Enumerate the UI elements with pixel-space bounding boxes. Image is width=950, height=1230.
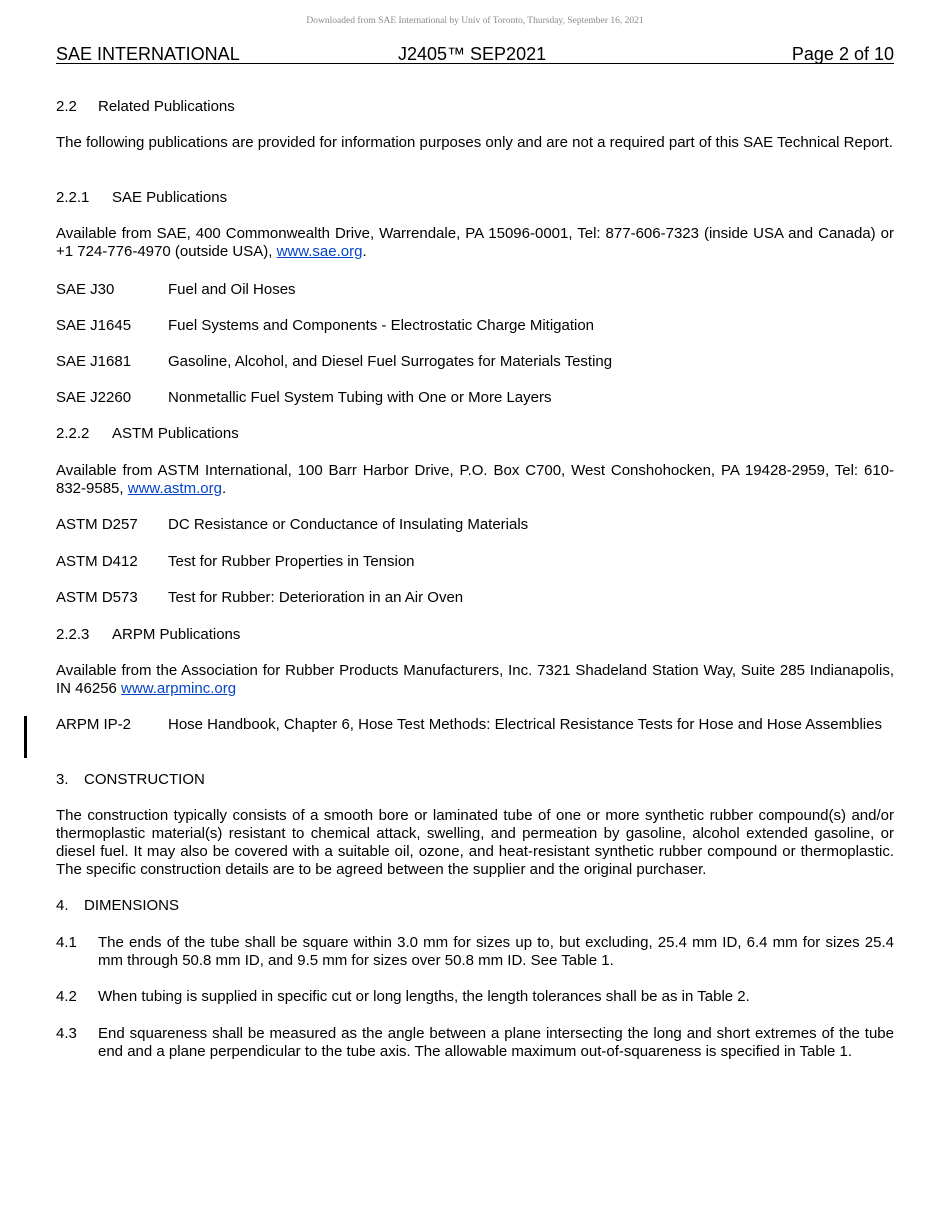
download-notice: Downloaded from SAE International by Univ of Toronto, Thursday, September 16, 2021	[306, 16, 644, 26]
sae-website-link[interactable]: www.sae.org	[276, 243, 363, 260]
section-2-2-1-heading	[56, 189, 894, 207]
astm-availability-paragraph: Available from ASTM International, 100 Barr Harbor Drive, P.O. Box C700, West Conshohocken, PA 19428-2959, Tel: 610-832-9585, www.astm.org.	[56, 462, 894, 497]
reference-item	[56, 317, 894, 335]
section-title: DIMENSIONS	[84, 897, 180, 914]
sae-availability-text: Available from SAE, 400 Commonwealth Drive, Warrendale, PA 15096-0001, Tel: 877-606-7323 (inside USA and Canada) or +1 724-776-4970 (outside USA),	[56, 225, 894, 260]
section-title: CONSTRUCTION	[84, 771, 205, 788]
section-title: SAE Publications	[112, 189, 228, 206]
dimension-item	[56, 1025, 894, 1079]
section-4-heading	[56, 897, 894, 915]
reference-item	[56, 281, 894, 299]
section-number: 4.	[56, 897, 69, 914]
item-text: The ends of the tube shall be square within 3.0 mm for sizes up to, but excluding, 25.4 mm ID, 6.4 mm for sizes 25.4 mm through 50.8 mm ID, and 9.5 mm for sizes over 50.8 mm ID. See Table 1.	[98, 934, 894, 969]
reference-title: Gasoline, Alcohol, and Diesel Fuel Surrogates for Materials Testing	[168, 353, 613, 370]
reference-item	[56, 716, 894, 752]
section-2-2-2-heading	[56, 425, 894, 443]
reference-code: SAE J2260	[56, 389, 132, 406]
reference-item	[56, 516, 894, 534]
header-doc-id: J2405™ SEP2021	[398, 44, 547, 64]
header-rule	[56, 63, 894, 64]
reference-item	[56, 353, 894, 371]
section-number: 3.	[56, 771, 69, 788]
astm-availability-text: Available from ASTM International, 100 Barr Harbor Drive, P.O. Box C700, West Conshohocken, PA 19428-2959, Tel: 610-832-9585,	[56, 462, 894, 497]
section-title: ASTM Publications	[112, 425, 239, 442]
section-2-2-heading	[56, 98, 894, 116]
reference-code: SAE J1645	[56, 317, 132, 334]
arpm-availability-text: Available from the Association for Rubber Products Manufacturers, Inc. 7321 Shadeland Station Way, Suite 285 Indianapolis, IN 46256	[56, 662, 894, 697]
reference-item	[56, 389, 894, 407]
header-page-number: Page 2 of 10	[791, 44, 894, 64]
section-2-2-3-heading	[56, 626, 894, 644]
reference-title: DC Resistance or Conductance of Insulating Materials	[168, 516, 529, 533]
section-number: 2.2.1	[56, 189, 90, 206]
header-org: SAE INTERNATIONAL	[56, 44, 240, 64]
section-2-2-intro: The following publications are provided for information purposes only and are not a required part of this SAE Technical Report.	[56, 134, 893, 151]
section-number: 2.2	[56, 98, 77, 115]
reference-title: Fuel Systems and Components - Electrostatic Charge Mitigation	[168, 317, 595, 334]
reference-code: SAE J1681	[56, 353, 132, 370]
reference-item	[56, 553, 894, 571]
reference-title: Nonmetallic Fuel System Tubing with One or More Layers	[168, 389, 552, 406]
arpm-website-link[interactable]: www.arpminc.org	[121, 680, 237, 697]
reference-code: ASTM D412	[56, 553, 138, 570]
dimension-item	[56, 934, 894, 970]
section-number: 2.2.2	[56, 425, 90, 442]
section-3-heading	[56, 771, 894, 789]
construction-paragraph: The construction typically consists of a smooth bore or laminated tube of one or more synthetic rubber compound(s) and/or thermoplastic material(s) resistant to chemical attack, swelling, and permeation by gasoline, alcohol extended gasoline, or diesel fuel. It may also be covered with a suitable oil, ozone, and heat-resistant synthetic rubber compound or thermoplastic. The specific construction details are to be agreed between the supplier and the original purchaser.	[56, 807, 894, 878]
arpm-availability-paragraph	[56, 662, 894, 698]
item-text: When tubing is supplied in specific cut or long lengths, the length tolerances shall be as in Table 2.	[98, 988, 750, 1005]
reference-item	[56, 589, 894, 607]
item-number: 4.3	[56, 1025, 77, 1042]
reference-code: SAE J30	[56, 281, 115, 298]
astm-website-link[interactable]: www.astm.org	[127, 480, 222, 497]
dimension-item	[56, 988, 894, 1006]
item-number: 4.2	[56, 988, 77, 1005]
section-title: Related Publications	[98, 98, 235, 115]
section-title: ARPM Publications	[112, 626, 241, 643]
sae-availability-paragraph: Available from SAE, 400 Commonwealth Drive, Warrendale, PA 15096-0001, Tel: 877-606-7323 (inside USA and Canada) or +1 724-776-4970 (outside USA), www.sae.org.	[56, 225, 894, 260]
reference-code: ASTM D257	[56, 516, 138, 533]
reference-title: Test for Rubber Properties in Tension	[168, 553, 415, 570]
item-number: 4.1	[56, 934, 77, 951]
revision-bar	[24, 716, 27, 758]
reference-code: ARPM IP-2	[56, 716, 132, 733]
reference-title: Fuel and Oil Hoses	[168, 281, 296, 298]
reference-code: ASTM D573	[56, 589, 138, 606]
section-number: 2.2.3	[56, 626, 90, 643]
item-text: End squareness shall be measured as the angle between a plane intersecting the long and short extremes of the tube end and a plane perpendicular to the tube axis. The allowable maximum out-of-squareness is specified in Table 1.	[98, 1025, 894, 1060]
reference-title: Test for Rubber: Deterioration in an Air Oven	[168, 589, 464, 606]
reference-title: Hose Handbook, Chapter 6, Hose Test Methods: Electrical Resistance Tests for Hose and Hose Assemblies	[168, 716, 882, 733]
